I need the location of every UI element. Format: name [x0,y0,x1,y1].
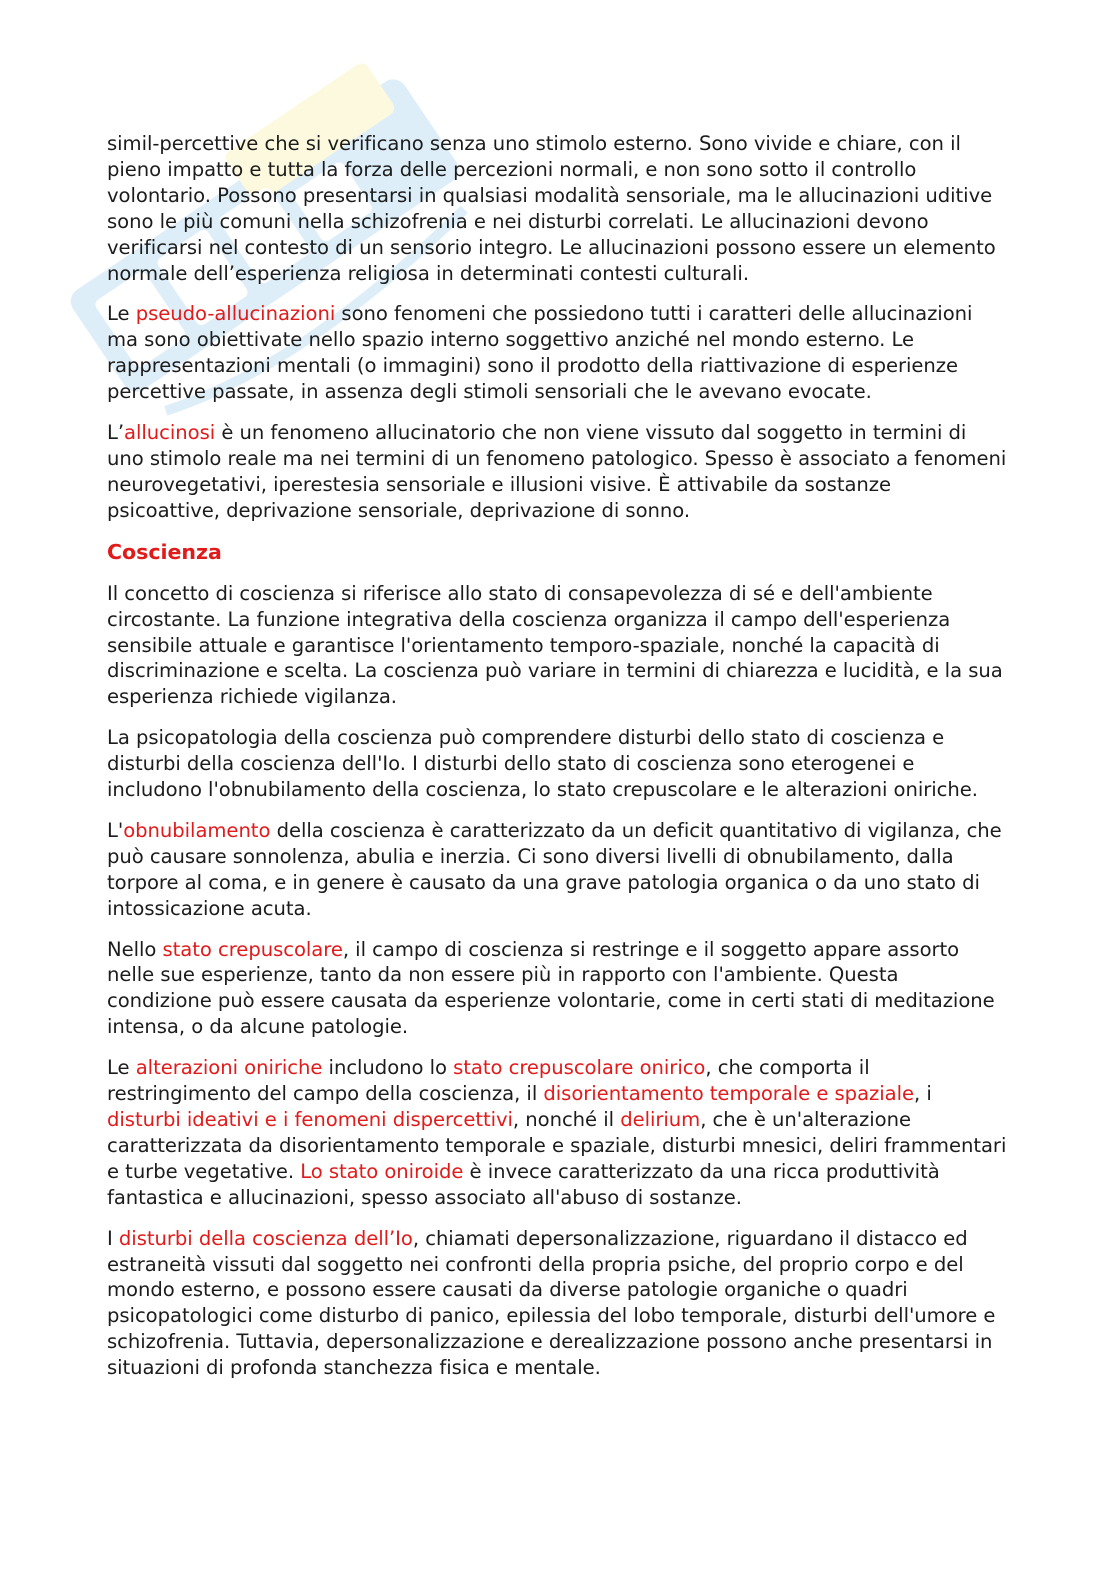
paragraph-text: è invece caratterizzato da una ricca produttività fantastica e allucinazioni, spesso associato all'abuso di sostanze. [107,1159,940,1209]
term-highlight: stato crepuscolare [162,937,343,961]
paragraph-text: Le [107,302,136,326]
paragraph-text: , nonché il [512,1108,621,1131]
paragraph-concetto-coscienza: Il concetto di coscienza si riferisce allo stato di consapevolezza di sé e dell'ambiente circostante. La funzione integrativa della coscienza organizza il campo dell'esperienza sensibile attuale e garantisce l'orientamento temporo-spaziale, nonché la capacità di discriminazione e scelta. La coscienza può variare in termini di chiarezza e lucidità, e la sua esperienza richiede vigilanza. [107,581,1003,709]
paragraph-coscienza-io [107,1226,1007,1381]
paragraph-text: includono lo [322,1056,454,1080]
term-highlight: disturbi ideativi e i fenomeni dispercettivi [107,1108,513,1131]
term-highlight: disorientamento temporale e spaziale [543,1082,915,1106]
term-highlight: disturbi della coscienza dell’Io [118,1226,413,1250]
term-highlight: alterazioni oniriche [135,1056,323,1080]
paragraph-pseudo-allucinazioni [107,301,1007,405]
paragraph-text: L' [107,818,124,842]
paragraph-alterazioni-oniriche [107,1055,1007,1210]
paragraph-stato-crepuscolare [107,937,1007,1041]
paragraph-text: , chiamati depersonalizzazione, riguardano il distacco ed estraneità vissuti dal soggetto nei confronti della propria psiche, del proprio corpo e del mondo esterno, e possono essere causati da diverse patologie organiche o quadri psicopatologici come disturbo di panico, epilessia del lobo temporale, disturbi dell'umore e schizofrenia. Tuttavia, depersonalizzazione e derealizzazione possono anche presentarsi in situazioni di profonda stanchezza fisica e mentale. [107,1226,996,1380]
paragraph-allucinosi [107,420,1007,524]
term-highlight: delirium [620,1108,701,1131]
paragraph-text: Le [107,1056,136,1080]
term-highlight: stato crepuscolare onirico [453,1056,706,1080]
paragraph-obnubilamento [107,818,1007,922]
paragraph-text: , il campo di coscienza si restringe e il soggetto appare assorto nelle sue esperienze, tanto da non essere più in rapporto con l'ambiente. Questa condizione può essere causata da esperienze volontarie, come in certi stati di meditazione intensa, o da alcune patologie. [107,937,995,1039]
paragraph-text: è un fenomeno allucinatorio che non viene vissuto dal soggetto in termini di uno stimolo reale ma nei termini di un fenomeno patologico. Spesso è associato a fenomeni neurovegetativi, iperestesia sensoriale e illusioni visive. È attivabile da sostanze psicoattive, deprivazione sensoriale, deprivazione di sonno. [107,421,1007,522]
paragraph-text: I [107,1226,119,1250]
paragraph-text: L’ [107,421,125,445]
term-highlight: allucinosi [124,421,216,445]
term-highlight: pseudo-allucinazioni [135,302,336,326]
section-heading: Coscienza [107,539,222,564]
paragraph-allucinazioni: simil-percettive che si verificano senza uno stimolo esterno. Sono vivide e chiare, con il pieno impatto e tutta la forza delle percezioni normali, e non sono sotto il controllo volontario. Possono presentarsi in qualsiasi modalità sensoriale, ma le allucinazioni uditive sono le più comuni nella schizofrenia e nei disturbi correlati. Le allucinazioni devono verificarsi nel contesto di un sensorio integro. Le allucinazioni possono essere un elemento normale dell’esperienza religiosa in determinati contesti culturali. [107,132,996,285]
paragraph-text: , che comporta il restringimento del campo della coscienza, il [107,1056,870,1106]
term-highlight: Lo stato oniroide [300,1159,464,1183]
document-body [107,131,1007,1396]
paragraph-psicopatologia: La psicopatologia della coscienza può comprendere disturbi dello stato di coscienza e disturbi della coscienza dell'Io. I disturbi dello stato di coscienza sono eterogenei e includono l'obnubilamento della coscienza, lo stato crepuscolare e le alterazioni oniriche. [107,726,978,802]
paragraph-text: , i [914,1082,932,1106]
paragraph-text: della coscienza è caratterizzato da un deficit quantitativo di vigilanza, che può causare sonnolenza, abulia e inerzia. Ci sono diversi livelli di obnubilamento, dalla torpore al coma, e in genere è causato da una grave patologia organica o da uno stato di intossicazione acuta. [107,818,1002,920]
paragraph-text: , che è un'alterazione caratterizzata da disorientamento temporale e spaziale, disturbi mnesici, deliri frammentari e turbe vegetative. [107,1108,1007,1183]
term-highlight: obnubilamento [123,818,271,842]
paragraph-text: sono fenomeni che possiedono tutti i caratteri delle allucinazioni ma sono obiettivate nello spazio interno soggettivo anziché nel mondo esterno. Le rappresentazioni mentali (o immagini) sono il prodotto della riattivazione di esperienze percettive passate, in assenza degli stimoli sensoriali che le avevano evocate. [107,302,973,404]
paragraph-text: Nello [107,937,163,961]
